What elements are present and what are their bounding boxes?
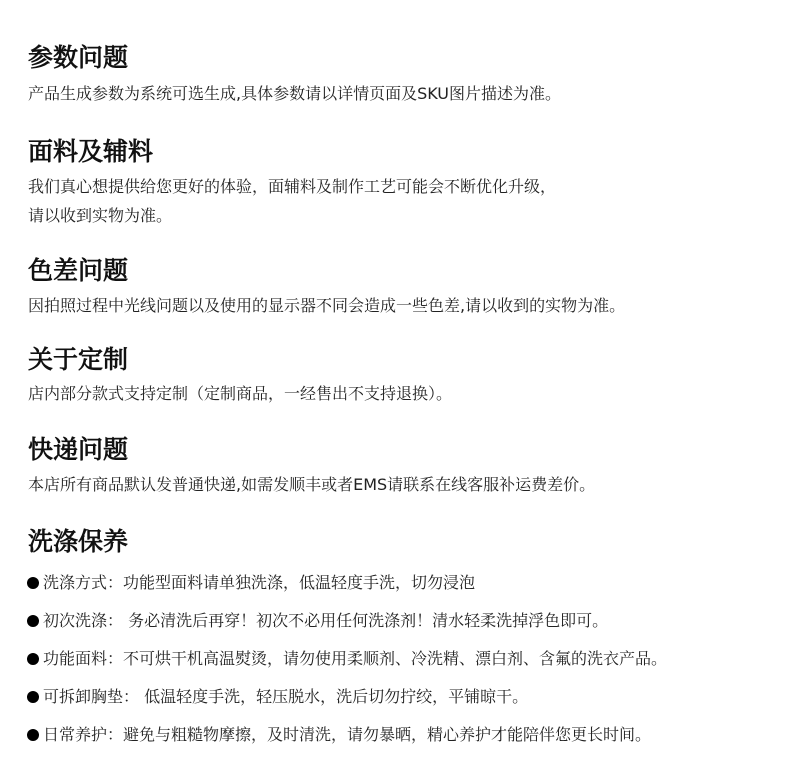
- section-text-parameters: 产品生成参数为系统可选生成,具体参数请以详情页面及SKU图片描述为准。: [28, 84, 562, 103]
- washing-item: [27, 725, 651, 745]
- section-text-fabric-line-2: 请以收到实物为准。: [28, 206, 173, 225]
- section-text-shipping: 本店所有商品默认发普通快递,如需发顺丰或者EMS请联系在线客服补运费差价。: [28, 475, 596, 494]
- bullet-dot-icon: [27, 615, 39, 627]
- washing-item: [27, 687, 528, 707]
- bullet-dot-icon: [27, 653, 39, 665]
- washing-item: [27, 573, 475, 593]
- section-title-fabric: 面料及辅料: [28, 137, 154, 166]
- bullet-dot-icon: [27, 691, 39, 703]
- section-title-customization: 关于定制: [28, 345, 129, 374]
- washing-item-text: 初次洗涤： 务必清洗后再穿！初次不必用任何洗涤剂！清水轻柔洗掉浮色即可。: [43, 611, 609, 630]
- washing-item-text: 功能面料：不可烘干机高温熨烫，请勿使用柔顺剂、冷洗精、漂白剂、含氟的洗衣产品。: [43, 649, 668, 668]
- washing-item: [27, 649, 667, 669]
- bullet-dot-icon: [27, 577, 39, 589]
- section-title-parameters: 参数问题: [28, 43, 129, 72]
- bullet-dot-icon: [27, 729, 39, 741]
- washing-item-text: 可拆卸胸垫： 低温轻度手洗，轻压脱水，洗后切勿拧绞，平铺晾干。: [43, 687, 529, 706]
- washing-item: [27, 611, 608, 631]
- section-title-color-difference: 色差问题: [28, 256, 129, 285]
- section-title-washing-care: 洗涤保养: [28, 527, 129, 556]
- washing-item-text: 洗涤方式：功能型面料请单独洗涤，低温轻度手洗，切勿浸泡: [43, 573, 476, 592]
- section-text-customization: 店内部分款式支持定制（定制商品，一经售出不支持退换）。: [28, 384, 453, 403]
- section-text-fabric-line-1: 我们真心想提供给您更好的体验，面辅料及制作工艺可能会不断优化升级，: [28, 177, 557, 196]
- washing-item-text: 日常养护：避免与粗糙物摩擦，及时清洗，请勿暴晒，精心养护才能陪伴您更长时间。: [43, 725, 652, 744]
- section-title-shipping: 快递问题: [28, 435, 129, 464]
- section-text-color-difference: 因拍照过程中光线问题以及使用的显示器不同会造成一些色差,请以收到的实物为准。: [28, 296, 626, 315]
